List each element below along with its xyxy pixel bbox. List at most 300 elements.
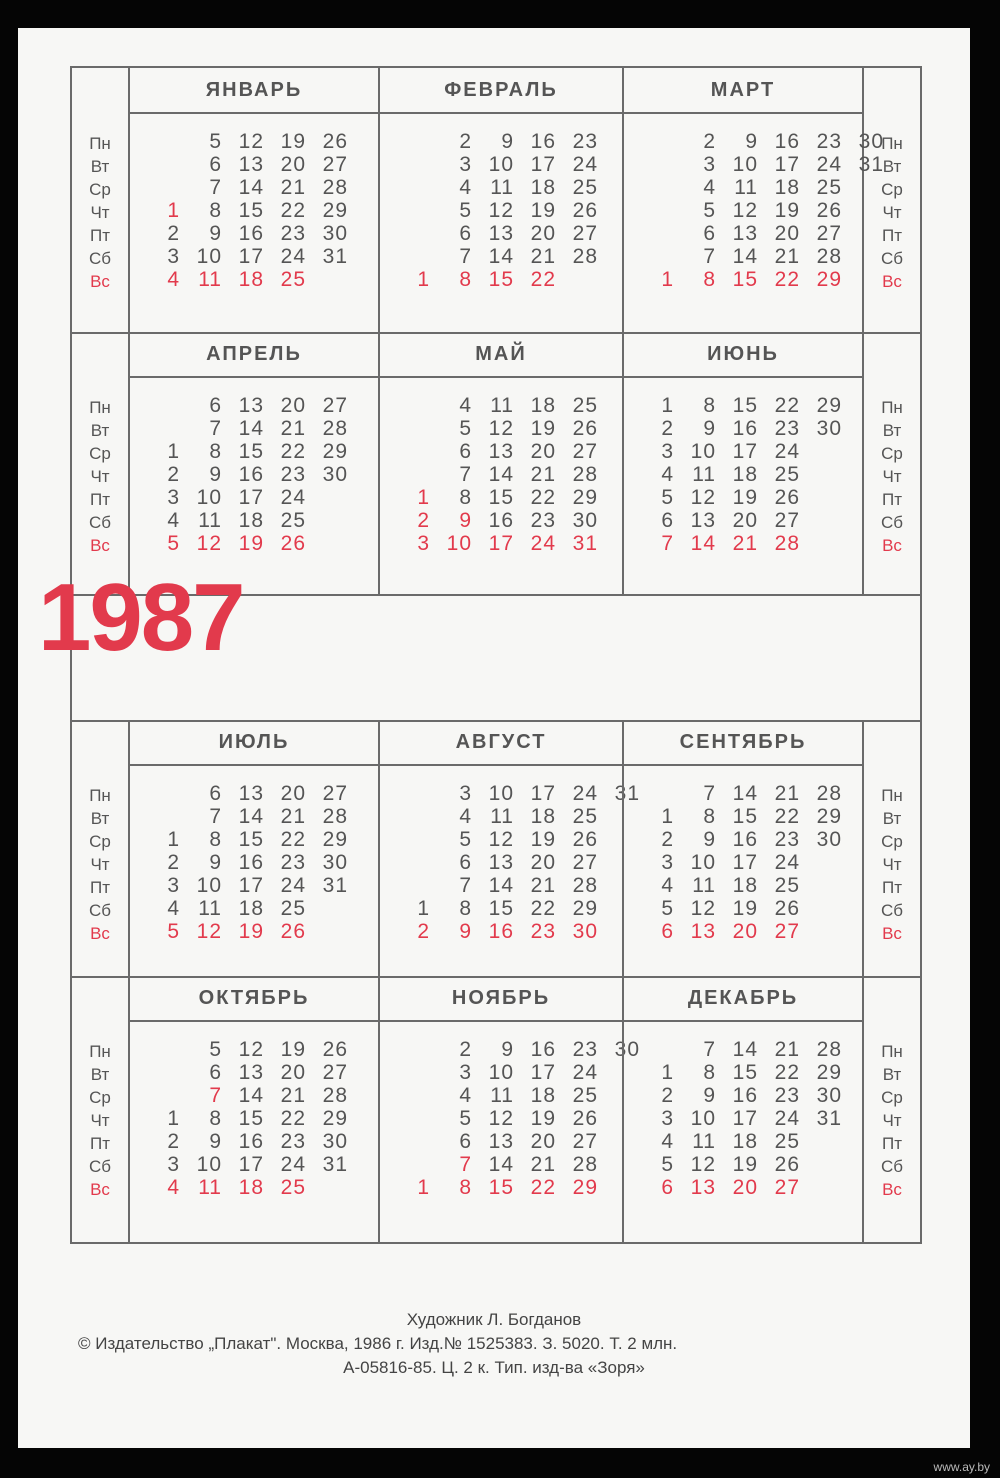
month-body [622,1022,864,1242]
day-number: 14 [488,245,514,268]
day-label: Пт [881,226,902,245]
day-number: 7 [459,245,472,268]
day-number: 25 [280,268,306,291]
day-number: 5 [167,532,180,555]
day-number: 19 [238,532,264,555]
day-number: 2 [661,1084,674,1107]
day-number: 6 [459,222,472,245]
day-number: 16 [732,828,758,851]
day-number: 3 [459,782,472,805]
day-number: 20 [732,1176,758,1199]
day-number: 7 [459,874,472,897]
day-label: Сб [880,1157,903,1176]
day-number: 13 [238,153,264,176]
day-number: 18 [238,897,264,920]
day-number: 5 [703,199,716,222]
day-number: 8 [703,268,716,291]
day-number: 1 [167,440,180,463]
day-number: 26 [572,828,598,851]
day-number: 10 [488,782,514,805]
day-number: 30 [816,1084,842,1107]
day-number: 21 [280,417,306,440]
day-number: 4 [167,897,180,920]
day-number: 6 [459,851,472,874]
day-number: 10 [690,851,716,874]
day-label: Пн [89,398,111,417]
day-number: 13 [488,851,514,874]
day-number: 17 [238,486,264,509]
day-label: Пн [89,134,111,153]
day-number: 10 [196,486,222,509]
day-number: 9 [501,1038,514,1061]
month-header: НОЯБРЬ [378,976,622,1022]
month-body [128,114,378,332]
day-number: 26 [572,417,598,440]
day-number: 6 [459,440,472,463]
day-number: 11 [692,463,716,486]
day-number: 8 [459,1176,472,1199]
day-number: 1 [417,1176,430,1199]
day-number: 2 [661,828,674,851]
day-number: 3 [459,153,472,176]
day-number: 6 [661,509,674,532]
day-number: 21 [774,1038,800,1061]
month-body [378,378,622,594]
day-number: 20 [530,222,556,245]
day-number: 26 [816,199,842,222]
print-info: А-05816-85. Ц. 2 к. Тип. изд-ва «Зоря» [343,1358,645,1377]
day-number: 21 [530,874,556,897]
day-number: 21 [530,245,556,268]
day-number: 24 [572,782,598,805]
day-label: Ср [881,832,903,851]
day-number: 20 [530,1130,556,1153]
month-body [378,766,640,976]
day-number: 27 [572,1130,598,1153]
day-number: 23 [816,130,842,153]
day-number: 3 [417,532,430,555]
day-number: 31 [322,245,348,268]
day-number: 16 [238,1130,264,1153]
day-number: 10 [488,1061,514,1084]
day-number: 27 [774,920,800,943]
day-number: 26 [774,897,800,920]
day-number: 26 [572,199,598,222]
month-body [128,766,378,976]
day-number: 21 [530,463,556,486]
day-number: 23 [530,509,556,532]
day-number: 1 [661,805,674,828]
day-number: 19 [530,417,556,440]
day-label: Вт [90,1065,110,1084]
day-number: 14 [488,874,514,897]
day-number: 8 [209,1107,222,1130]
day-number: 25 [816,176,842,199]
day-number: 8 [209,828,222,851]
day-number: 18 [530,176,556,199]
day-number: 30 [322,851,348,874]
day-number: 29 [322,1107,348,1130]
day-number: 13 [238,1061,264,1084]
day-number: 4 [167,1176,180,1199]
day-number: 22 [530,268,556,291]
day-number: 7 [459,1153,472,1176]
day-number: 12 [690,1153,716,1176]
day-number: 6 [209,782,222,805]
day-number: 3 [661,440,674,463]
day-number: 2 [167,463,180,486]
day-number: 11 [198,1176,222,1199]
day-number: 12 [196,920,222,943]
day-label: Вс [90,272,110,291]
day-number: 19 [530,828,556,851]
day-label: Вт [90,421,110,440]
day-number: 26 [572,1107,598,1130]
day-number: 15 [732,805,758,828]
day-number: 22 [280,828,306,851]
day-number: 25 [280,1176,306,1199]
day-number: 7 [209,805,222,828]
month-header: ОКТЯБРЬ [128,976,378,1022]
day-number: 5 [459,417,472,440]
day-number: 14 [238,805,264,828]
day-label: Чт [882,467,902,486]
month-header: МАРТ [622,68,864,114]
day-number: 9 [209,222,222,245]
day-number: 15 [488,486,514,509]
day-number: 7 [703,245,716,268]
day-number: 24 [280,1153,306,1176]
day-number: 3 [459,1061,472,1084]
day-number: 11 [490,394,514,417]
day-number: 5 [459,1107,472,1130]
day-number: 14 [238,176,264,199]
day-number: 6 [209,394,222,417]
day-number: 18 [530,394,556,417]
day-number: 13 [732,222,758,245]
day-number: 21 [280,176,306,199]
day-label: Сб [880,249,903,268]
day-number: 1 [167,199,180,222]
day-number: 27 [572,440,598,463]
day-number: 30 [816,417,842,440]
day-number: 30 [858,130,884,153]
day-number: 17 [238,245,264,268]
day-label: Ср [89,444,111,463]
day-number: 4 [167,268,180,291]
year-title: 1987 [38,564,244,671]
day-number: 15 [732,1061,758,1084]
calendar-card [18,28,970,1448]
day-number: 12 [488,417,514,440]
day-number: 17 [732,440,758,463]
day-number: 19 [732,486,758,509]
day-number: 23 [280,1130,306,1153]
day-label: Чт [882,855,902,874]
day-number: 17 [488,532,514,555]
day-number: 22 [774,394,800,417]
day-number: 7 [209,417,222,440]
day-number: 17 [732,1107,758,1130]
month-header: СЕНТЯБРЬ [622,720,864,766]
day-number: 31 [858,153,884,176]
day-number: 6 [661,920,674,943]
day-label: Чт [90,1111,110,1130]
day-number: 27 [322,153,348,176]
day-number: 15 [488,1176,514,1199]
day-number: 1 [661,394,674,417]
day-number: 17 [530,782,556,805]
day-number: 3 [167,245,180,268]
day-number: 23 [280,222,306,245]
day-number: 8 [459,486,472,509]
day-number: 2 [417,920,430,943]
day-number: 4 [661,1130,674,1153]
day-number: 23 [280,463,306,486]
day-number: 23 [572,1038,598,1061]
day-number: 27 [322,782,348,805]
day-number: 23 [774,417,800,440]
day-number: 1 [417,486,430,509]
day-number: 20 [774,222,800,245]
day-label: Вт [90,809,110,828]
day-number: 9 [703,1084,716,1107]
day-number: 4 [459,1084,472,1107]
day-number: 24 [774,440,800,463]
day-number: 22 [280,1107,306,1130]
day-number: 8 [703,394,716,417]
month-band [72,332,920,596]
day-number: 29 [816,805,842,828]
day-number: 28 [572,874,598,897]
day-label: Ср [89,832,111,851]
day-number: 1 [417,268,430,291]
month-band [72,68,920,334]
day-number: 9 [703,828,716,851]
day-label: Пт [881,490,902,509]
day-number: 25 [774,1130,800,1153]
day-label: Сб [880,901,903,920]
day-number: 19 [280,130,306,153]
day-number: 5 [459,199,472,222]
day-number: 12 [196,532,222,555]
day-number: 8 [209,440,222,463]
day-label: Вс [882,536,902,555]
day-number: 2 [661,417,674,440]
day-label: Чт [882,1111,902,1130]
day-number: 29 [322,440,348,463]
day-label: Пн [881,1042,903,1061]
day-number: 24 [774,1107,800,1130]
day-number: 30 [614,1038,640,1061]
day-label: Пт [89,226,110,245]
month-header: ФЕВРАЛЬ [378,68,622,114]
day-number: 8 [209,199,222,222]
day-number: 26 [774,1153,800,1176]
day-number: 16 [488,509,514,532]
day-number: 12 [488,828,514,851]
day-number: 23 [530,920,556,943]
day-number: 17 [774,153,800,176]
day-number: 13 [488,222,514,245]
day-number: 8 [703,805,716,828]
day-label: Сб [880,513,903,532]
day-number: 22 [774,268,800,291]
day-number: 2 [459,130,472,153]
month-header: ИЮНЬ [622,332,864,378]
day-number: 20 [530,440,556,463]
day-number: 24 [774,851,800,874]
day-number: 22 [774,805,800,828]
day-number: 25 [774,463,800,486]
day-label: Вт [882,809,902,828]
day-number: 27 [572,222,598,245]
day-number: 31 [322,874,348,897]
day-number: 18 [774,176,800,199]
day-number: 15 [238,440,264,463]
month-header: ДЕКАБРЬ [622,976,864,1022]
day-number: 20 [530,851,556,874]
day-number: 5 [661,897,674,920]
day-number: 23 [572,130,598,153]
day-label: Вт [90,157,110,176]
day-number: 30 [322,1130,348,1153]
day-number: 2 [167,222,180,245]
day-number: 7 [661,532,674,555]
day-number: 1 [661,268,674,291]
day-number: 17 [238,1153,264,1176]
day-label: Вт [882,157,902,176]
day-number: 3 [167,1153,180,1176]
day-number: 21 [280,1084,306,1107]
day-number: 22 [280,199,306,222]
day-number: 10 [690,1107,716,1130]
day-number: 21 [530,1153,556,1176]
month-header: АВГУСТ [378,720,622,766]
day-number: 30 [572,509,598,532]
day-number: 6 [703,222,716,245]
day-number: 18 [238,268,264,291]
day-number: 11 [490,1084,514,1107]
day-label: Чт [90,203,110,222]
day-number: 3 [167,874,180,897]
month-body [622,766,864,976]
day-number: 24 [530,532,556,555]
day-number: 5 [661,1153,674,1176]
day-number: 10 [196,245,222,268]
day-number: 16 [488,920,514,943]
day-number: 19 [732,897,758,920]
day-number: 16 [530,130,556,153]
day-number: 15 [238,199,264,222]
day-number: 28 [572,245,598,268]
day-number: 20 [280,394,306,417]
day-number: 29 [322,828,348,851]
day-number: 14 [238,1084,264,1107]
day-label: Пт [881,878,902,897]
day-number: 9 [459,509,472,532]
day-number: 8 [459,268,472,291]
day-number: 18 [732,463,758,486]
day-number: 30 [572,920,598,943]
day-number: 30 [816,828,842,851]
day-number: 25 [572,805,598,828]
day-number: 11 [490,805,514,828]
day-label: Ср [881,180,903,199]
day-number: 2 [703,130,716,153]
day-number: 4 [661,874,674,897]
day-number: 3 [167,486,180,509]
day-number: 26 [280,532,306,555]
month-body [128,378,378,594]
day-label: Ср [881,1088,903,1107]
day-number: 28 [816,245,842,268]
day-number: 22 [280,440,306,463]
day-label: Пт [881,1134,902,1153]
day-number: 11 [692,874,716,897]
day-number: 18 [732,874,758,897]
day-number: 19 [530,1107,556,1130]
day-number: 29 [572,897,598,920]
day-number: 14 [238,417,264,440]
day-number: 20 [280,153,306,176]
day-number: 26 [280,920,306,943]
day-number: 11 [692,1130,716,1153]
day-number: 14 [488,1153,514,1176]
day-number: 11 [198,268,222,291]
publisher-info: © Издательство „Плакат". Москва, 1986 г. Изд.№ 1525383. З. 5020. Т. 2 млн. [78,1334,678,1353]
day-number: 2 [167,1130,180,1153]
day-number: 28 [816,782,842,805]
day-number: 6 [209,1061,222,1084]
day-number: 31 [572,532,598,555]
day-number: 18 [238,509,264,532]
day-label: Пн [881,398,903,417]
day-number: 27 [774,509,800,532]
day-label: Вс [882,272,902,291]
day-number: 6 [209,153,222,176]
day-number: 2 [459,1038,472,1061]
day-label: Вт [882,421,902,440]
artist-credit: Художник Л. Богданов [406,1310,582,1329]
day-number: 31 [614,782,640,805]
day-number: 25 [280,897,306,920]
day-number: 17 [530,153,556,176]
day-number: 22 [530,897,556,920]
day-number: 12 [238,130,264,153]
day-number: 24 [572,1061,598,1084]
day-number: 17 [238,874,264,897]
day-number: 25 [572,394,598,417]
day-number: 14 [732,245,758,268]
day-number: 16 [530,1038,556,1061]
day-number: 12 [238,1038,264,1061]
day-number: 24 [816,153,842,176]
day-number: 19 [732,1153,758,1176]
day-number: 20 [732,509,758,532]
day-label: Сб [88,1157,111,1176]
day-number: 2 [167,851,180,874]
day-number: 18 [238,1176,264,1199]
day-number: 4 [167,509,180,532]
day-number: 8 [703,1061,716,1084]
day-label: Чт [882,203,902,222]
day-number: 13 [238,782,264,805]
day-number: 7 [703,782,716,805]
day-number: 29 [816,268,842,291]
day-number: 29 [816,394,842,417]
day-number: 16 [238,851,264,874]
